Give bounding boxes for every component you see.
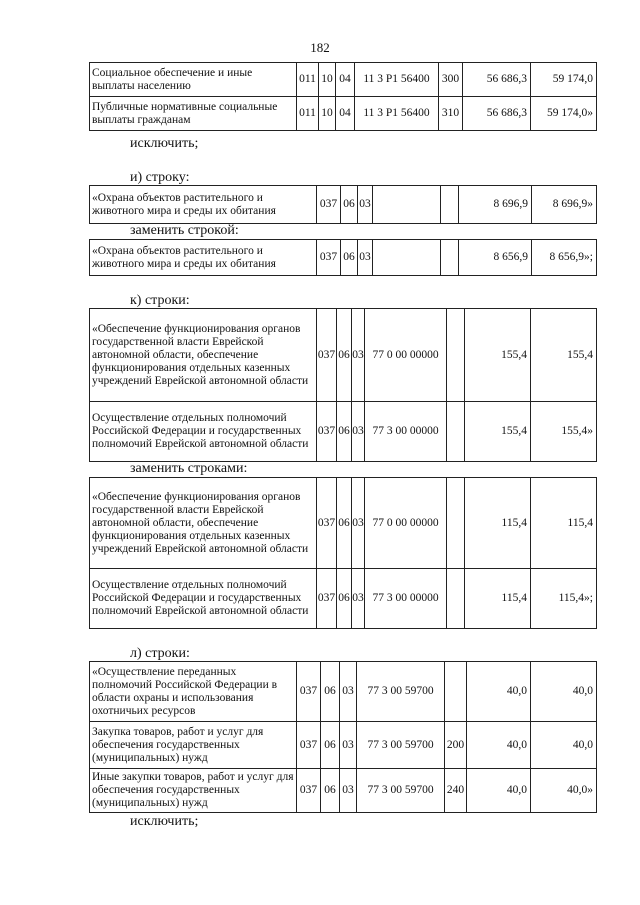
row-name: «Охрана объектов растительного и животного мира и среды их обитания — [90, 186, 317, 224]
amount-year-1: 8 696,9 — [459, 186, 532, 224]
expense-type-code: 200 — [445, 722, 467, 769]
target-code: 77 0 00 00000 — [365, 309, 447, 402]
amount-year-1: 155,4 — [465, 402, 531, 462]
budget-table-5 — [89, 661, 597, 813]
section-code: 06 — [341, 240, 358, 276]
section-code: 06 — [337, 569, 352, 629]
section-code: 10 — [319, 63, 336, 97]
expense-type-code: 310 — [439, 97, 463, 131]
instruction-replace-row: заменить строкой: — [130, 223, 239, 238]
amount-year-2: 8 656,9»; — [532, 240, 597, 276]
amount-year-1: 155,4 — [465, 309, 531, 402]
ministry-code: 037 — [317, 478, 337, 569]
table-row — [90, 769, 597, 813]
budget-table-4 — [89, 477, 597, 629]
table-row — [90, 569, 597, 629]
subsection-code: 03 — [340, 722, 357, 769]
ministry-code: 037 — [317, 569, 337, 629]
expense-type-code — [445, 662, 467, 722]
budget-table-1 — [89, 185, 597, 224]
instruction-exclude: исключить; — [130, 136, 199, 151]
instruction-item-i: и) строку: — [130, 170, 190, 185]
ministry-code: 037 — [297, 769, 321, 813]
section-code: 06 — [321, 722, 340, 769]
amount-year-2: 40,0» — [531, 769, 597, 813]
subsection-code: 03 — [340, 769, 357, 813]
instruction-replace-rows: заменить строками: — [130, 461, 248, 476]
section-code: 06 — [321, 769, 340, 813]
amount-year-1: 8 656,9 — [459, 240, 532, 276]
ministry-code: 037 — [317, 309, 337, 402]
row-name: «Охрана объектов растительного и животного мира и среды их обитания — [90, 240, 317, 276]
subsection-code: 04 — [336, 63, 355, 97]
amount-year-1: 56 686,3 — [463, 97, 531, 131]
amount-year-1: 40,0 — [467, 722, 531, 769]
expense-type-code — [447, 478, 465, 569]
target-code: 77 0 00 00000 — [365, 478, 447, 569]
ministry-code: 037 — [317, 240, 341, 276]
ministry-code: 011 — [297, 63, 319, 97]
instruction-exclude-final: исключить; — [130, 814, 199, 829]
row-name: «Обеспечение функционирования органов государственной власти Еврейской автономной области, обеспечение функционирования отдельных казенных учреждений Еврейской автономной области — [90, 478, 317, 569]
row-name: Осуществление отдельных полномочий Российской Федерации и государственных полномочий Еврейской автономной области — [90, 569, 317, 629]
section-code: 06 — [321, 662, 340, 722]
subsection-code: 03 — [340, 662, 357, 722]
table-row — [90, 478, 597, 569]
row-name: Закупка товаров, работ и услуг для обеспечения государственных (муниципальных) нужд — [90, 722, 297, 769]
table-row — [90, 63, 597, 97]
subsection-code: 03 — [352, 309, 365, 402]
section-code: 06 — [337, 478, 352, 569]
target-code: 77 3 00 59700 — [357, 662, 445, 722]
subsection-code: 03 — [352, 569, 365, 629]
ministry-code: 037 — [317, 402, 337, 462]
ministry-code: 037 — [297, 722, 321, 769]
amount-year-2: 59 174,0 — [531, 63, 597, 97]
instruction-item-k: к) строки: — [130, 293, 190, 308]
amount-year-2: 155,4 — [531, 309, 597, 402]
expense-type-code — [447, 402, 465, 462]
expense-type-code — [441, 240, 459, 276]
subsection-code: 03 — [358, 186, 373, 224]
page-number: 182 — [310, 40, 330, 55]
amount-year-2: 40,0 — [531, 722, 597, 769]
row-name: Осуществление отдельных полномочий Российской Федерации и государственных полномочий Еврейской автономной области — [90, 402, 317, 462]
target-code — [373, 186, 441, 224]
row-name: Публичные нормативные социальные выплаты гражданам — [90, 97, 297, 131]
table-row — [90, 240, 597, 276]
table-row — [90, 402, 597, 462]
section-code: 10 — [319, 97, 336, 131]
amount-year-2: 115,4»; — [531, 569, 597, 629]
amount-year-1: 56 686,3 — [463, 63, 531, 97]
table-row — [90, 662, 597, 722]
table-row — [90, 186, 597, 224]
target-code — [373, 240, 441, 276]
target-code: 77 3 00 00000 — [365, 402, 447, 462]
amount-year-2: 8 696,9» — [532, 186, 597, 224]
table-row — [90, 309, 597, 402]
target-code: 77 3 00 59700 — [357, 769, 445, 813]
amount-year-2: 155,4» — [531, 402, 597, 462]
row-name: Социальное обеспечение и иные выплаты населению — [90, 63, 297, 97]
instruction-item-l: л) строки: — [130, 646, 190, 661]
target-code: 11 3 P1 56400 — [355, 63, 439, 97]
subsection-code: 03 — [352, 402, 365, 462]
expense-type-code: 240 — [445, 769, 467, 813]
section-code: 06 — [341, 186, 358, 224]
budget-table-3 — [89, 308, 597, 462]
amount-year-2: 40,0 — [531, 662, 597, 722]
row-name: «Осуществление переданных полномочий Российской Федерации в области охраны и использования охотничьих ресурсов — [90, 662, 297, 722]
expense-type-code — [447, 309, 465, 402]
ministry-code: 037 — [297, 662, 321, 722]
table-row — [90, 722, 597, 769]
amount-year-1: 115,4 — [465, 478, 531, 569]
ministry-code: 037 — [317, 186, 341, 224]
amount-year-1: 40,0 — [467, 769, 531, 813]
target-code: 77 3 00 00000 — [365, 569, 447, 629]
subsection-code: 04 — [336, 97, 355, 131]
ministry-code: 011 — [297, 97, 319, 131]
amount-year-2: 59 174,0» — [531, 97, 597, 131]
budget-table-2 — [89, 239, 597, 276]
target-code: 11 3 P1 56400 — [355, 97, 439, 131]
amount-year-1: 40,0 — [467, 662, 531, 722]
row-name: «Обеспечение функционирования органов государственной власти Еврейской автономной области, обеспечение функционирования отдельных казенных учреждений Еврейской автономной области — [90, 309, 317, 402]
table-row — [90, 97, 597, 131]
target-code: 77 3 00 59700 — [357, 722, 445, 769]
expense-type-code: 300 — [439, 63, 463, 97]
amount-year-2: 115,4 — [531, 478, 597, 569]
subsection-code: 03 — [358, 240, 373, 276]
section-code: 06 — [337, 309, 352, 402]
amount-year-1: 115,4 — [465, 569, 531, 629]
expense-type-code — [447, 569, 465, 629]
section-code: 06 — [337, 402, 352, 462]
budget-table-0 — [89, 62, 597, 131]
row-name: Иные закупки товаров, работ и услуг для обеспечения государственных (муниципальных) нужд — [90, 769, 297, 813]
subsection-code: 03 — [352, 478, 365, 569]
expense-type-code — [441, 186, 459, 224]
